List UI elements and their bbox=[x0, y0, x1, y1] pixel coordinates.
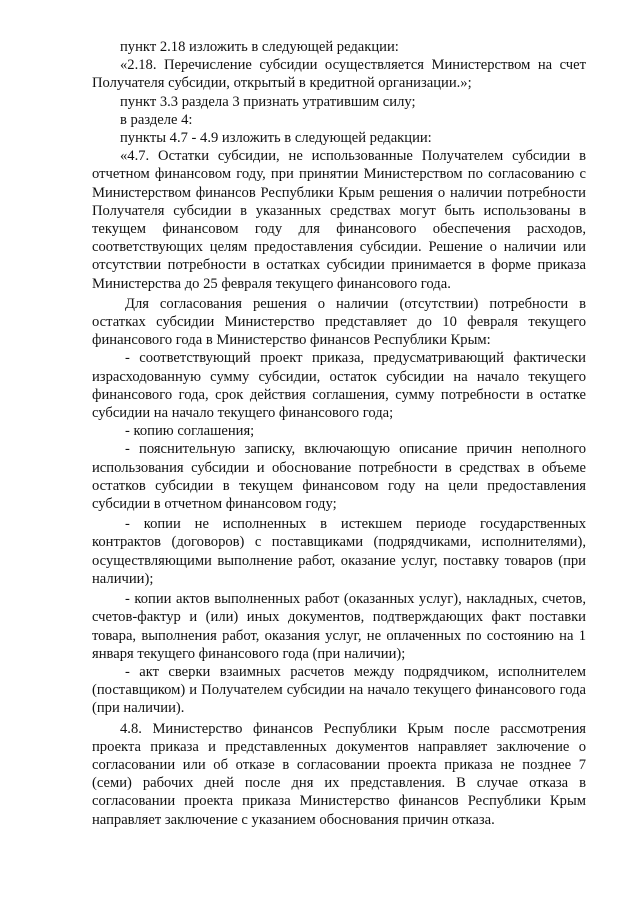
list-item-6: - акт сверки взаимных расчетов между подрядчиком, исполнителем (поставщиком) и Получателем субсидии на начало текущего финансового года (при наличии). bbox=[92, 663, 586, 717]
paragraph-2: «2.18. Перечисление субсидии осуществляется Министерством на счет Получателя субсидии, открытый в кредитной организации.»; bbox=[92, 57, 586, 92]
list-item-1: - соответствующий проект приказа, предусматривающий фактически израсходованную сумму субсидии, остаток субсидии на начало текущего финансового года, срок действия соглашения, сумму потребности в остатке субсидии на начало текущего финансового года; bbox=[92, 350, 586, 422]
paragraph-8: 4.8. Министерство финансов Республики Крым после рассмотрения проекта приказа и представленных документов направляет заключение о согласовании или об отказе в согласовании проекта приказа не позднее 7 (семи) рабочих дней после дня их представления. В случае отказа в согласовании проекта приказа Министерство финансов Республики Крым направляет заключение с указанием обоснования причин отказа. bbox=[92, 720, 586, 828]
paragraph-1: пункт 2.18 изложить в следующей редакции: bbox=[120, 39, 399, 55]
document-body bbox=[92, 38, 586, 829]
paragraph-7: Для согласования решения о наличии (отсутствии) потребности в остатках субсидии Министерство представляет до 10 февраля текущего финансового года в Министерство финансов Республики Крым: bbox=[92, 295, 586, 349]
list-item-4: - копии не исполненных в истекшем периоде государственных контрактов (договоров) с поставщиками (подрядчиками, исполнителями), осуществляющими выполнение работ, оказание услуг, поставку товаров (при наличии); bbox=[92, 516, 586, 587]
list-item-5: - копии актов выполненных работ (оказанных услуг), накладных, счетов, счетов-фактур и (или) иных документов, подтверждающих факт поставки товара, выполнения работ, оказания услуг, не оплаченных по состоянию на 1 января текущего финансового года (при наличии); bbox=[92, 591, 586, 662]
paragraph-6: «4.7. Остатки субсидии, не использованные Получателем субсидии в отчетном финансовом году, при принятии Министерством по согласованию с Министерством финансов Республики Крым решения о наличии потребности Получателя субсидии в указанных средствах могут быть использованы в текущем финансовом году для финансового обеспечения расходов, соответствующих целям предоставления субсидии. Решение о наличии или отсутствии потребности в остатках субсидии принимается в форме приказа Министерства до 25 февраля текущего финансового года. bbox=[92, 148, 586, 292]
list-item-2: - копию соглашения; bbox=[125, 423, 255, 440]
paragraph-3: пункт 3.3 раздела 3 признать утратившим силу; bbox=[120, 93, 416, 110]
list-item-3: - пояснительную записку, включающую описание причин неполного использования субсидии и обоснование потребности в средствах в объеме остатков субсидии в текущем финансовом году на цели предоставления субсидии в отчетном финансовом году; bbox=[92, 441, 586, 513]
paragraph-4: в разделе 4: bbox=[120, 111, 193, 128]
paragraph-5: пункты 4.7 - 4.9 изложить в следующей редакции: bbox=[120, 130, 432, 147]
